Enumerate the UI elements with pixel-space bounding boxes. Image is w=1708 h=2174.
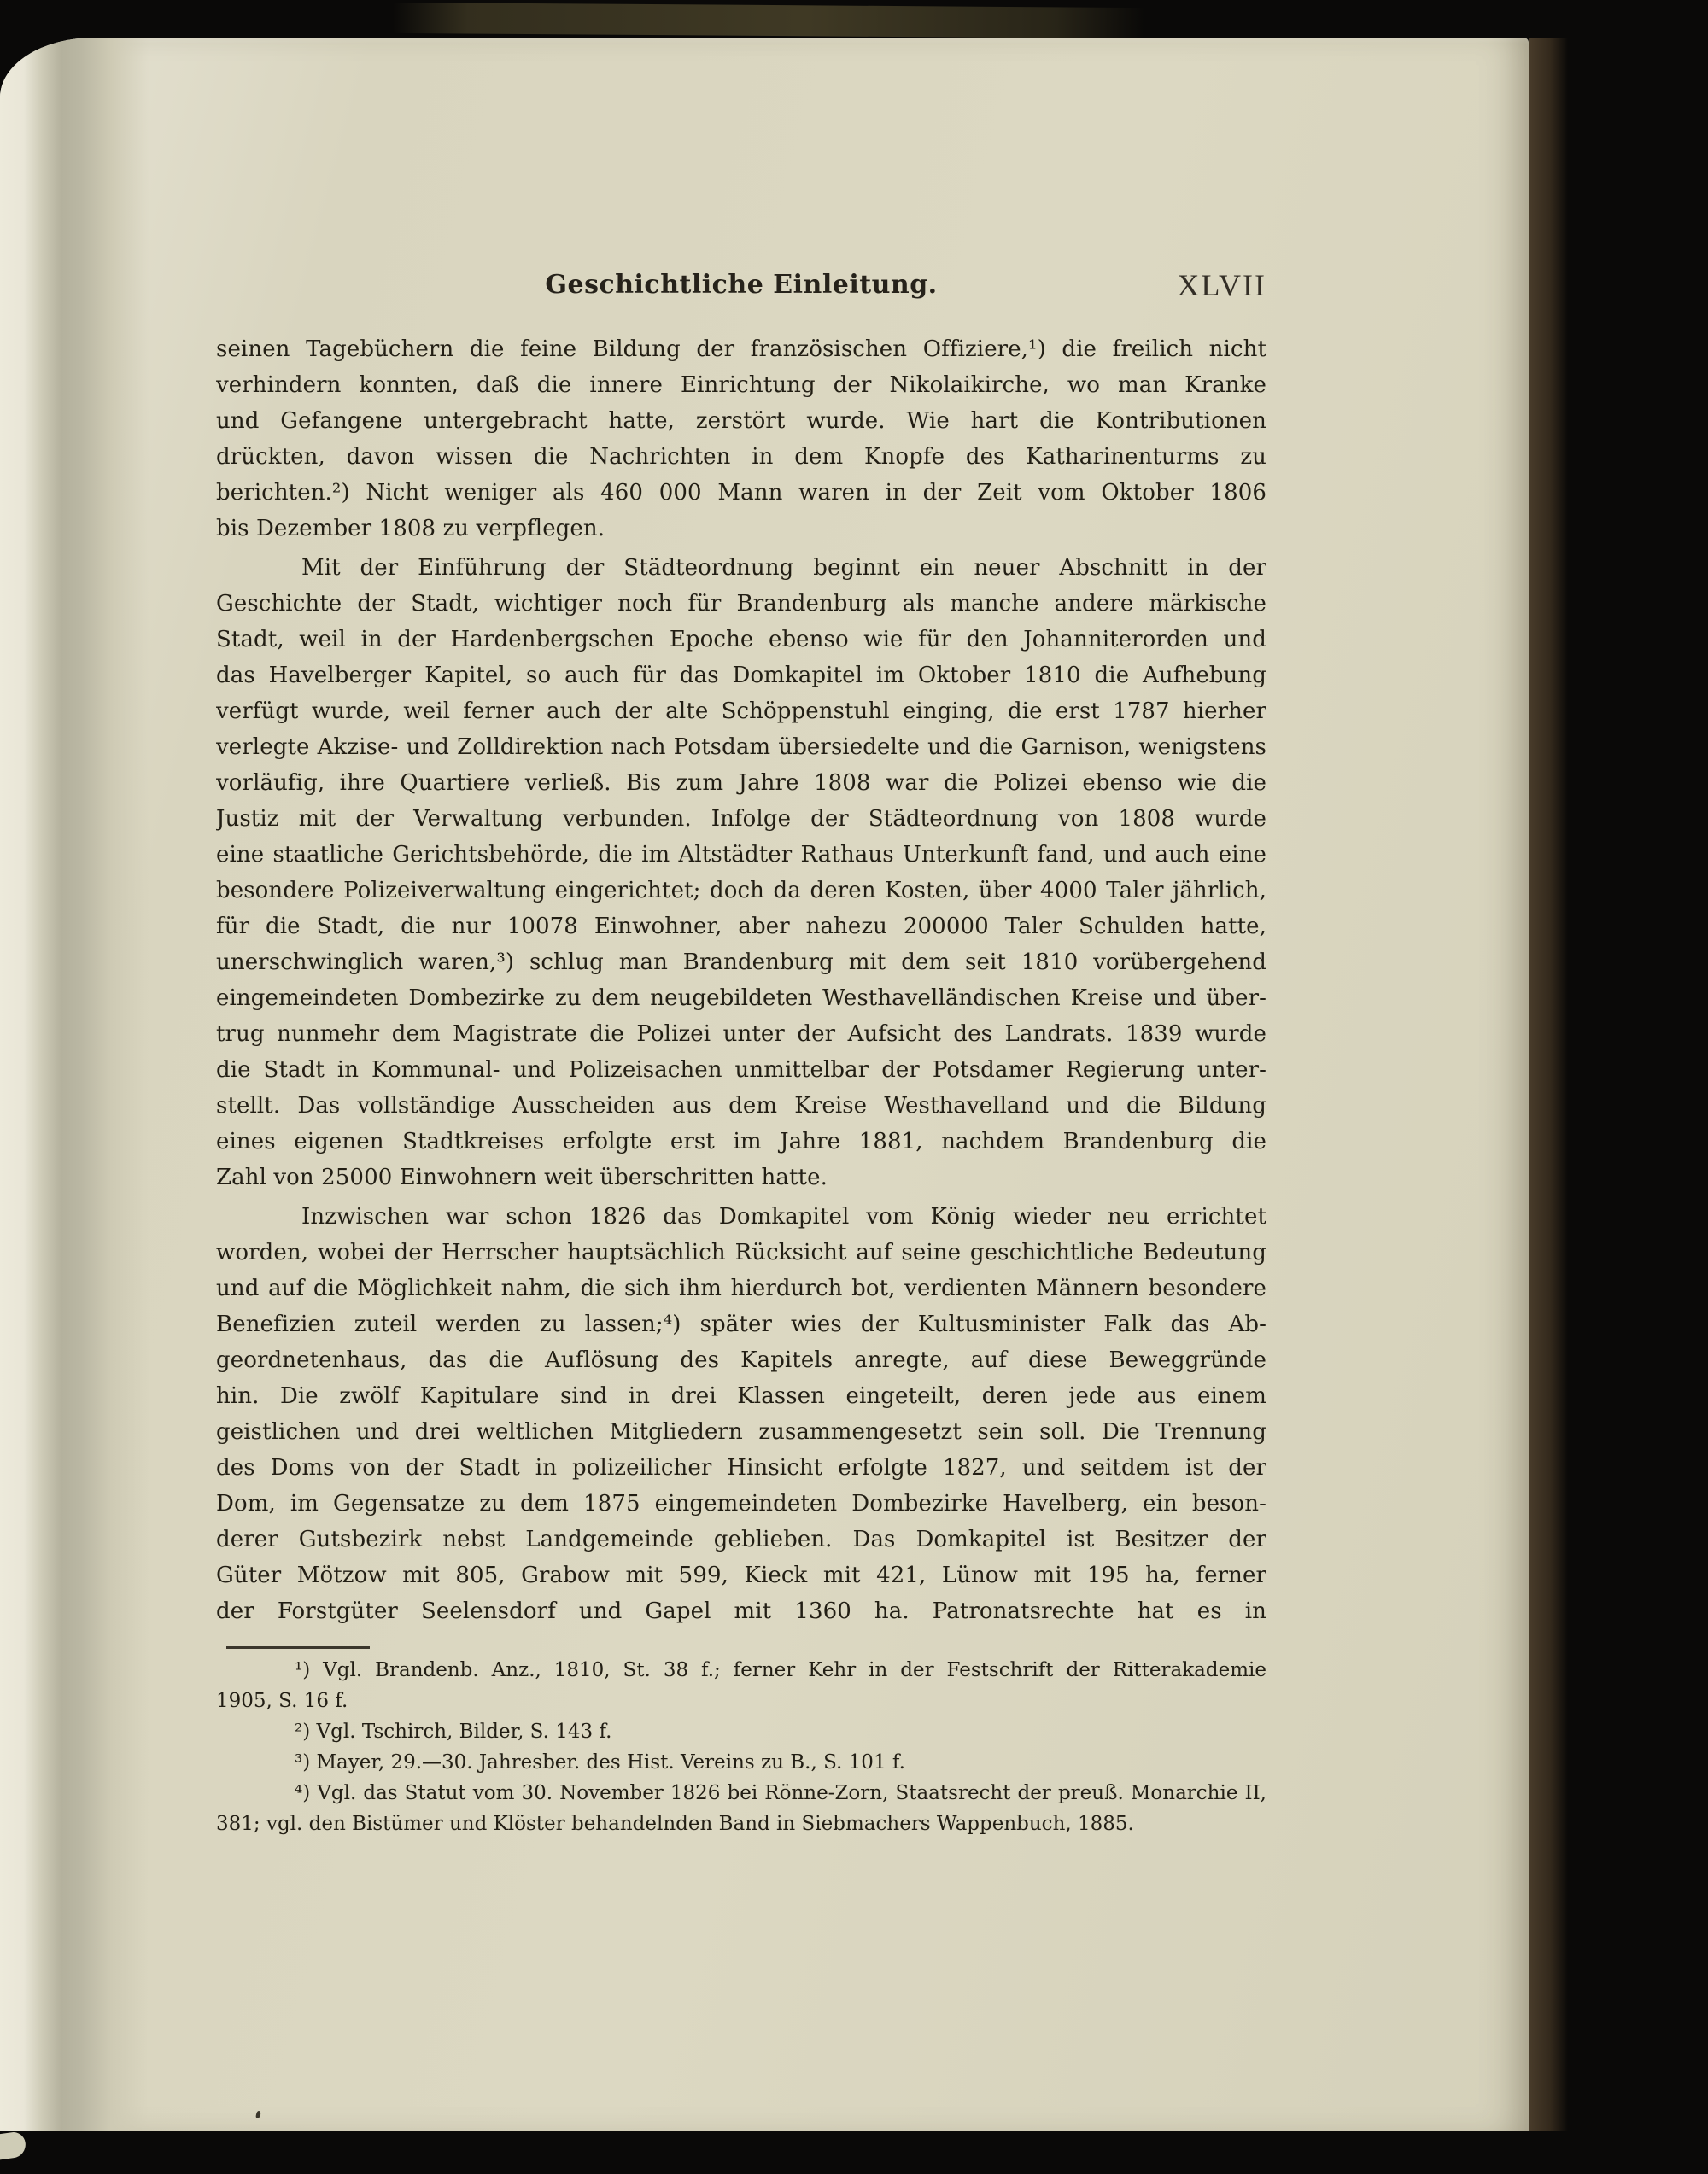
text-line: berichten.²) Nicht weniger als 460 000 Mann waren in der Zeit vom Oktober 1806 <box>216 480 1266 506</box>
footnote-line: 1905, S. 16 f. <box>216 1690 348 1712</box>
running-title: Geschichtliche Einleitung. <box>545 270 938 300</box>
footnote-separator <box>226 1646 370 1649</box>
body-paragraph <box>216 550 1266 1195</box>
text-line: verlegte Akzise- und Zolldirektion nach Potsdam übersiedelte und die Garnison, wenigstens <box>216 734 1266 760</box>
page-left-edge-shadow <box>0 38 149 2131</box>
text-line: und auf die Möglichkeit nahm, die sich ihm hierdurch bot, verdienten Männern besondere <box>216 1276 1266 1301</box>
text-line: Dom, im Gegensatze zu dem 1875 eingemeindeten Dombezirke Havelberg, ein beson- <box>216 1491 1266 1517</box>
book-edge-strip <box>393 3 1144 38</box>
book-page <box>0 38 1529 2131</box>
text-line: eingemeindeten Dombezirke zu dem neugebildeten Westhavelländischen Kreise und über- <box>216 985 1266 1011</box>
text-line: eine staatliche Gerichtsbehörde, die im Altstädter Rathaus Unterkunft fand, und auch eine <box>216 842 1266 868</box>
text-line: Justiz mit der Verwaltung verbunden. Infolge der Städteordnung von 1808 wurde <box>216 806 1266 832</box>
footnotes <box>216 1655 1266 1839</box>
text-line: bis Dezember 1808 zu verpflegen. <box>216 516 605 541</box>
text-line: eines eigenen Stadtkreises erfolgte erst im Jahre 1881, nachdem Brandenburg die <box>216 1129 1266 1154</box>
footnote-line: ³) Mayer, 29.—30. Jahresber. des Hist. Vereins zu B., S. 101 f. <box>295 1751 905 1774</box>
text-line: derer Gutsbezirk nebst Landgemeinde geblieben. Das Domkapitel ist Besitzer der <box>216 1527 1266 1552</box>
text-line: verhindern konnten, daß die innere Einrichtung der Nikolaikirche, wo man Kranke <box>216 372 1266 398</box>
text-line: Geschichte der Stadt, wichtiger noch für Brandenburg als manche andere märkische <box>216 591 1266 617</box>
text-line: Stadt, weil in der Hardenbergschen Epoche ebenso wie für den Johanniterorden und <box>216 627 1266 652</box>
text-line: Güter Mötzow mit 805, Grabow mit 599, Kieck mit 421, Lünow mit 195 ha, ferner <box>216 1563 1266 1588</box>
text-line: Benefizien zuteil werden zu lassen;⁴) später wies der Kultusminister Falk das Ab- <box>216 1312 1266 1337</box>
text-line: worden, wobei der Herrscher hauptsächlich Rücksicht auf seine geschichtliche Bedeutung <box>216 1240 1266 1265</box>
text-line: geordnetenhaus, das die Auflösung des Kapitels anregte, auf diese Beweggründe <box>216 1347 1266 1373</box>
text-line: unerschwinglich waren,³) schlug man Brandenburg mit dem seit 1810 vorübergehend <box>216 950 1266 975</box>
text-line: vorläufig, ihre Quartiere verließ. Bis zum Jahre 1808 war die Polizei ebenso wie die <box>216 770 1266 796</box>
text-line: für die Stadt, die nur 10078 Einwohner, aber nahezu 200000 Taler Schulden hatte, <box>216 914 1266 939</box>
text-line: Inzwischen war schon 1826 das Domkapitel vom König wieder neu errichtet <box>301 1204 1266 1230</box>
ink-speck <box>255 2111 261 2119</box>
footnote-line: 381; vgl. den Bistümer und Klöster behandelnden Band in Siebmachers Wappenbuch, 1885. <box>216 1813 1134 1835</box>
text-line: des Doms von der Stadt in polizeilicher Hinsicht erfolgte 1827, und seitdem ist der <box>216 1455 1266 1481</box>
footnote-line: ⁴) Vgl. das Statut vom 30. November 1826 bei Rönne-Zorn, Staatsrecht der preuß. Monarchie II, <box>295 1782 1266 1804</box>
text-line: besondere Polizeiverwaltung eingerichtet; doch da deren Kosten, über 4000 Taler jährlich, <box>216 878 1266 903</box>
text-line: stellt. Das vollständige Ausscheiden aus dem Kreise Westhavelland und die Bildung <box>216 1093 1266 1119</box>
footnote-line: ²) Vgl. Tschirch, Bilder, S. 143 f. <box>295 1721 612 1743</box>
book-spine-shadow <box>1529 38 1568 2131</box>
text-line: verfügt wurde, weil ferner auch der alte Schöppenstuhl einging, die erst 1787 hierher <box>216 698 1266 724</box>
page-number: XLVII <box>1177 268 1266 302</box>
text-line: der Forstgüter Seelensdorf und Gapel mit 1360 ha. Patronatsrechte hat es in <box>216 1598 1266 1624</box>
text-line: und Gefangene untergebracht hatte, zerstört wurde. Wie hart die Kontributionen <box>216 408 1266 434</box>
text-line: die Stadt in Kommunal- und Polizeisachen unmittelbar der Potsdamer Regierung unter- <box>216 1057 1266 1083</box>
body-paragraph <box>216 1199 1266 1629</box>
footnote-line: ¹) Vgl. Brandenb. Anz., 1810, St. 38 f.; ferner Kehr in der Festschrift der Ritterakademie <box>295 1659 1266 1681</box>
text-line: trug nunmehr dem Magistrate die Polizei unter der Aufsicht des Landrats. 1839 wurde <box>216 1021 1266 1047</box>
page-corner-glimpse <box>0 2130 27 2161</box>
text-line: seinen Tagebüchern die feine Bildung der französischen Offiziere,¹) die freilich nicht <box>216 336 1266 362</box>
text-line: Mit der Einführung der Städteordnung beginnt ein neuer Abschnitt in der <box>301 555 1266 581</box>
body-text <box>216 331 1266 1629</box>
text-line: das Havelberger Kapitel, so auch für das Domkapitel im Oktober 1810 die Aufhebung <box>216 663 1266 688</box>
body-paragraph <box>216 331 1266 546</box>
text-line: hin. Die zwölf Kapitulare sind in drei Klassen eingeteilt, deren jede aus einem <box>216 1383 1266 1409</box>
page-header <box>216 266 1266 304</box>
text-line: geistlichen und drei weltlichen Mitgliedern zusammengesetzt sein soll. Die Trennung <box>216 1419 1266 1445</box>
text-line: Zahl von 25000 Einwohnern weit überschritten hatte. <box>216 1165 828 1190</box>
text-line: drückten, davon wissen die Nachrichten in dem Knopfe des Katharinenturms zu <box>216 444 1266 470</box>
